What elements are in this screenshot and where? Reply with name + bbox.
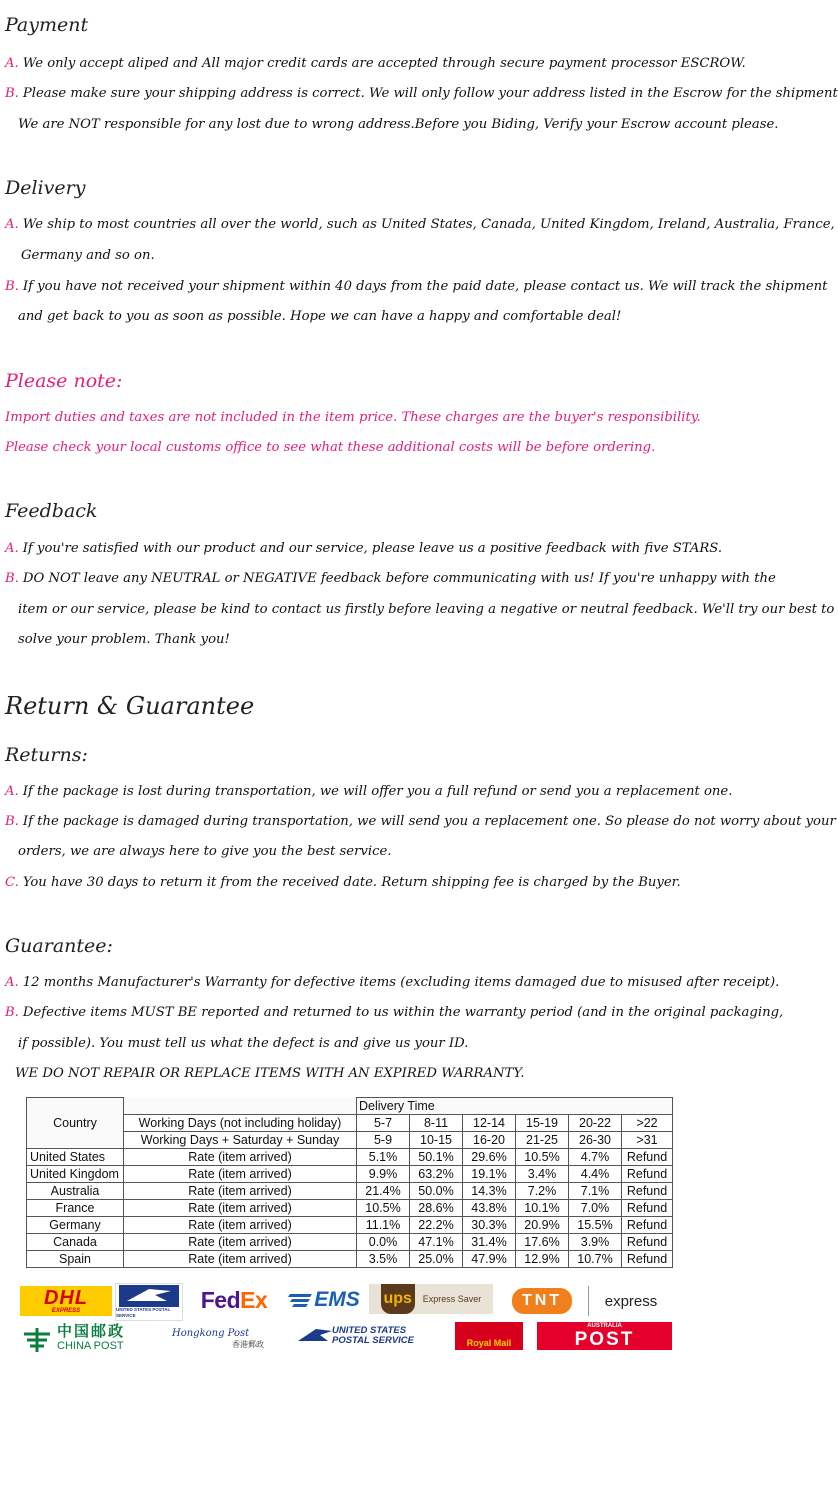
country-cell: United Kingdom bbox=[27, 1166, 124, 1183]
country-cell: France bbox=[27, 1200, 124, 1217]
rate-value-cell: 3.9% bbox=[569, 1234, 622, 1251]
rate-value-cell: 31.4% bbox=[463, 1234, 516, 1251]
rate-value-cell: 43.8% bbox=[463, 1200, 516, 1217]
item-marker: B. bbox=[5, 814, 19, 829]
rate-value-cell: 22.2% bbox=[410, 1217, 463, 1234]
rate-value-cell: 17.6% bbox=[516, 1234, 569, 1251]
tnt-logo bbox=[500, 1286, 584, 1316]
item-marker: B. bbox=[5, 86, 19, 101]
range-cell: 20-22 bbox=[569, 1115, 622, 1132]
aus-post-small: AUSTRALIA bbox=[587, 1323, 622, 1329]
delivery-item-b bbox=[5, 279, 827, 294]
rate-value-cell: 10.5% bbox=[516, 1149, 569, 1166]
country-cell: Germany bbox=[27, 1217, 124, 1234]
item-text: Please make sure your shipping address is correct. We will only follow your address listed in the Escrow for the shipment bbox=[22, 86, 838, 101]
country-header: Country bbox=[27, 1098, 124, 1149]
delivery-title: Delivery bbox=[5, 177, 86, 199]
rate-value-cell: Refund bbox=[622, 1149, 673, 1166]
rate-value-cell: Refund bbox=[622, 1183, 673, 1200]
note-line-1: Import duties and taxes are not included in the item price. These charges are the buyer's responsibility. bbox=[5, 410, 701, 425]
hk-post-logo bbox=[172, 1322, 282, 1356]
header-blank bbox=[124, 1098, 357, 1115]
returns-item-b bbox=[5, 814, 836, 829]
eagle-icon bbox=[119, 1285, 179, 1307]
rate-value-cell: Refund bbox=[622, 1200, 673, 1217]
payment-item-a bbox=[5, 56, 746, 71]
guarantee-item-b-cont: if possible). You must tell us what the defect is and give us your ID. bbox=[18, 1036, 469, 1051]
rate-value-cell: 11.1% bbox=[357, 1217, 410, 1234]
feedback-item-b-cont: item or our service, please be kind to contact us firstly before leaving a negative or neutral feedback. We'll try our best to bbox=[18, 602, 835, 617]
table-row bbox=[27, 1251, 673, 1268]
rate-value-cell: 15.5% bbox=[569, 1217, 622, 1234]
dhl-sub: EXPRESS bbox=[51, 1307, 81, 1314]
item-text: Defective items MUST BE reported and returned to us within the warranty period (and in the original packaging, bbox=[22, 1005, 784, 1020]
table-row bbox=[27, 1183, 673, 1200]
china-post-logo bbox=[22, 1322, 162, 1356]
item-text: If the package is damaged during transportation, we will send you a replacement one. So please do not worry about your bbox=[22, 814, 836, 829]
china-post-emblem-icon bbox=[22, 1324, 52, 1354]
hk-post-cn: 香港郵政 bbox=[232, 1340, 264, 1349]
hk-post-text: Hongkong Post bbox=[172, 1328, 250, 1339]
rate-value-cell: 19.1% bbox=[463, 1166, 516, 1183]
item-marker: A. bbox=[5, 56, 19, 71]
ems-wordmark: EMS bbox=[314, 1288, 360, 1311]
table-row bbox=[27, 1200, 673, 1217]
delivery-time-header: Delivery Time bbox=[357, 1098, 673, 1115]
rate-value-cell: 9.9% bbox=[357, 1166, 410, 1183]
country-cell: United States bbox=[27, 1149, 124, 1166]
rate-value-cell: 21.4% bbox=[357, 1183, 410, 1200]
rate-value-cell: 7.2% bbox=[516, 1183, 569, 1200]
delivery-item-a bbox=[5, 217, 835, 232]
delivery-item-b-cont: and get back to you as soon as possible. Hope we can have a happy and comfortable deal! bbox=[18, 309, 622, 324]
rate-value-cell: 14.3% bbox=[463, 1183, 516, 1200]
rate-value-cell: Refund bbox=[622, 1234, 673, 1251]
rate-value-cell: 30.3% bbox=[463, 1217, 516, 1234]
feedback-item-b-cont2: solve your problem. Thank you! bbox=[18, 632, 230, 647]
royal-mail-logo bbox=[455, 1322, 523, 1350]
item-marker: B. bbox=[5, 279, 19, 294]
rate-value-cell: 5.1% bbox=[357, 1149, 410, 1166]
china-post-cn: 中国邮政 bbox=[57, 1323, 126, 1340]
rate-value-cell: Refund bbox=[622, 1166, 673, 1183]
usps-small-logo bbox=[115, 1283, 183, 1321]
rate-label-cell: Rate (item arrived) bbox=[124, 1183, 357, 1200]
range-cell: 26-30 bbox=[569, 1132, 622, 1149]
fedex-fed: Fed bbox=[200, 1286, 241, 1313]
rate-value-cell: Refund bbox=[622, 1251, 673, 1268]
range-cell: 5-7 bbox=[357, 1115, 410, 1132]
rate-label-cell: Rate (item arrived) bbox=[124, 1251, 357, 1268]
usps-big-logo bbox=[295, 1324, 445, 1348]
royal-mail-text: Royal Mail bbox=[466, 1338, 512, 1348]
rate-label-cell: Rate (item arrived) bbox=[124, 1200, 357, 1217]
guarantee-title: Guarantee: bbox=[5, 935, 113, 957]
item-text: DO NOT leave any NEUTRAL or NEGATIVE feedback before communicating with us! If you're unhappy with the bbox=[22, 571, 776, 586]
item-marker: B. bbox=[5, 571, 19, 586]
china-post-en: CHINA POST bbox=[57, 1340, 124, 1352]
note-line-2: Please check your local customs office to see what these additional costs will be before ordering. bbox=[5, 440, 656, 455]
dhl-wordmark: DHL bbox=[43, 1286, 89, 1309]
ems-logo bbox=[282, 1285, 366, 1315]
table-header-row bbox=[27, 1098, 673, 1115]
tnt-wordmark: TNT bbox=[512, 1288, 572, 1314]
payment-item-b bbox=[5, 86, 838, 101]
usps-big-text: UNITED STATES POSTAL SERVICE bbox=[332, 1325, 414, 1346]
range-cell: 8-11 bbox=[410, 1115, 463, 1132]
country-cell: Australia bbox=[27, 1183, 124, 1200]
rate-value-cell: 4.7% bbox=[569, 1149, 622, 1166]
returns-item-a bbox=[5, 784, 732, 799]
rate-value-cell: 47.1% bbox=[410, 1234, 463, 1251]
delivery-item-a-cont: Germany and so on. bbox=[21, 248, 155, 263]
ups-logo bbox=[369, 1284, 493, 1314]
rate-value-cell: 29.6% bbox=[463, 1149, 516, 1166]
range-cell: 10-15 bbox=[410, 1132, 463, 1149]
guarantee-item-b bbox=[5, 1005, 783, 1020]
rate-value-cell: 20.9% bbox=[516, 1217, 569, 1234]
returns-item-c bbox=[5, 875, 681, 890]
feedback-item-b bbox=[5, 571, 776, 586]
rate-value-cell: Refund bbox=[622, 1217, 673, 1234]
aus-post-text: POST bbox=[574, 1329, 635, 1350]
rate-value-cell: 10.7% bbox=[569, 1251, 622, 1268]
dhl-logo bbox=[20, 1286, 112, 1316]
range-cell: 12-14 bbox=[463, 1115, 516, 1132]
ups-saver: Express Saver bbox=[422, 1294, 482, 1304]
returns-title: Returns: bbox=[5, 744, 88, 766]
item-marker: A. bbox=[5, 975, 19, 990]
australia-post-logo bbox=[537, 1322, 672, 1350]
item-marker: C. bbox=[5, 875, 19, 890]
rate-value-cell: 3.4% bbox=[516, 1166, 569, 1183]
rate-value-cell: 47.9% bbox=[463, 1251, 516, 1268]
item-marker: A. bbox=[5, 217, 19, 232]
return-guarantee-title: Return & Guarantee bbox=[5, 692, 255, 720]
rate-value-cell: 7.0% bbox=[569, 1200, 622, 1217]
ups-shield: ups bbox=[381, 1284, 415, 1314]
tnt-express: express bbox=[588, 1286, 673, 1316]
returns-item-b-cont: orders, we are always here to give you the best service. bbox=[18, 844, 392, 859]
guarantee-item-a bbox=[5, 975, 779, 990]
item-marker: B. bbox=[5, 1005, 19, 1020]
rate-label-cell: Rate (item arrived) bbox=[124, 1217, 357, 1234]
item-text: 12 months Manufacturer's Warranty for defective items (excluding items damaged due to misused after receipt). bbox=[22, 975, 780, 990]
item-marker: A. bbox=[5, 541, 19, 556]
range-cell: 5-9 bbox=[357, 1132, 410, 1149]
rate-label-cell: Rate (item arrived) bbox=[124, 1166, 357, 1183]
rate-value-cell: 7.1% bbox=[569, 1183, 622, 1200]
eagle-icon bbox=[298, 1327, 332, 1345]
rate-value-cell: 50.0% bbox=[410, 1183, 463, 1200]
feedback-title: Feedback bbox=[5, 500, 98, 522]
table-row bbox=[27, 1234, 673, 1251]
item-text: If the package is lost during transportation, we will offer you a full refund or send you a replacement one. bbox=[22, 784, 733, 799]
payment-item-b-cont: We are NOT responsible for any lost due to wrong address.Before you Biding, Verify your Escrow account please. bbox=[18, 117, 779, 132]
note-title: Please note: bbox=[5, 370, 123, 392]
working-days-label: Working Days (not including holiday) bbox=[124, 1115, 357, 1132]
rate-value-cell: 25.0% bbox=[410, 1251, 463, 1268]
working-days-row bbox=[27, 1115, 673, 1132]
table-row bbox=[27, 1217, 673, 1234]
item-text: If you're satisfied with our product and our service, please leave us a positive feedback with five STARS. bbox=[22, 541, 723, 556]
fedex-ex: Ex bbox=[240, 1286, 268, 1313]
range-cell: >22 bbox=[622, 1115, 673, 1132]
working-weekend-row bbox=[27, 1132, 673, 1149]
item-text: You have 30 days to return it from the received date. Return shipping fee is charged by the Buyer. bbox=[22, 875, 681, 890]
rate-value-cell: 4.4% bbox=[569, 1166, 622, 1183]
range-cell: 16-20 bbox=[463, 1132, 516, 1149]
item-text: We ship to most countries all over the world, such as United States, Canada, United Kingdom, Ireland, Australia, France, bbox=[22, 217, 835, 232]
fedex-logo bbox=[188, 1285, 280, 1315]
rate-value-cell: 63.2% bbox=[410, 1166, 463, 1183]
rate-value-cell: 28.6% bbox=[410, 1200, 463, 1217]
rate-value-cell: 12.9% bbox=[516, 1251, 569, 1268]
item-text: We only accept aliped and All major credit cards are accepted through secure payment processor ESCROW. bbox=[22, 56, 746, 71]
rate-value-cell: 3.5% bbox=[357, 1251, 410, 1268]
guarantee-note: WE DO NOT REPAIR OR REPLACE ITEMS WITH AN EXPIRED WARRANTY. bbox=[15, 1066, 525, 1081]
item-marker: A. bbox=[5, 784, 19, 799]
country-cell: Canada bbox=[27, 1234, 124, 1251]
feedback-item-a bbox=[5, 541, 722, 556]
rate-value-cell: 0.0% bbox=[357, 1234, 410, 1251]
range-cell: 21-25 bbox=[516, 1132, 569, 1149]
table-row bbox=[27, 1166, 673, 1183]
rate-value-cell: 10.1% bbox=[516, 1200, 569, 1217]
range-cell: >31 bbox=[622, 1132, 673, 1149]
payment-title: Payment bbox=[5, 14, 89, 36]
rate-label-cell: Rate (item arrived) bbox=[124, 1149, 357, 1166]
rate-value-cell: 10.5% bbox=[357, 1200, 410, 1217]
working-weekend-label: Working Days + Saturday + Sunday bbox=[124, 1132, 357, 1149]
table-row bbox=[27, 1149, 673, 1166]
range-cell: 15-19 bbox=[516, 1115, 569, 1132]
item-text: If you have not received your shipment within 40 days from the paid date, please contact us. We will track the shipment bbox=[22, 279, 828, 294]
rate-label-cell: Rate (item arrived) bbox=[124, 1234, 357, 1251]
delivery-time-table bbox=[26, 1097, 673, 1268]
country-cell: Spain bbox=[27, 1251, 124, 1268]
usps-small-text: UNITED STATES POSTAL SERVICE bbox=[116, 1307, 171, 1318]
rate-value-cell: 50.1% bbox=[410, 1149, 463, 1166]
ems-stripes-icon bbox=[288, 1292, 314, 1308]
